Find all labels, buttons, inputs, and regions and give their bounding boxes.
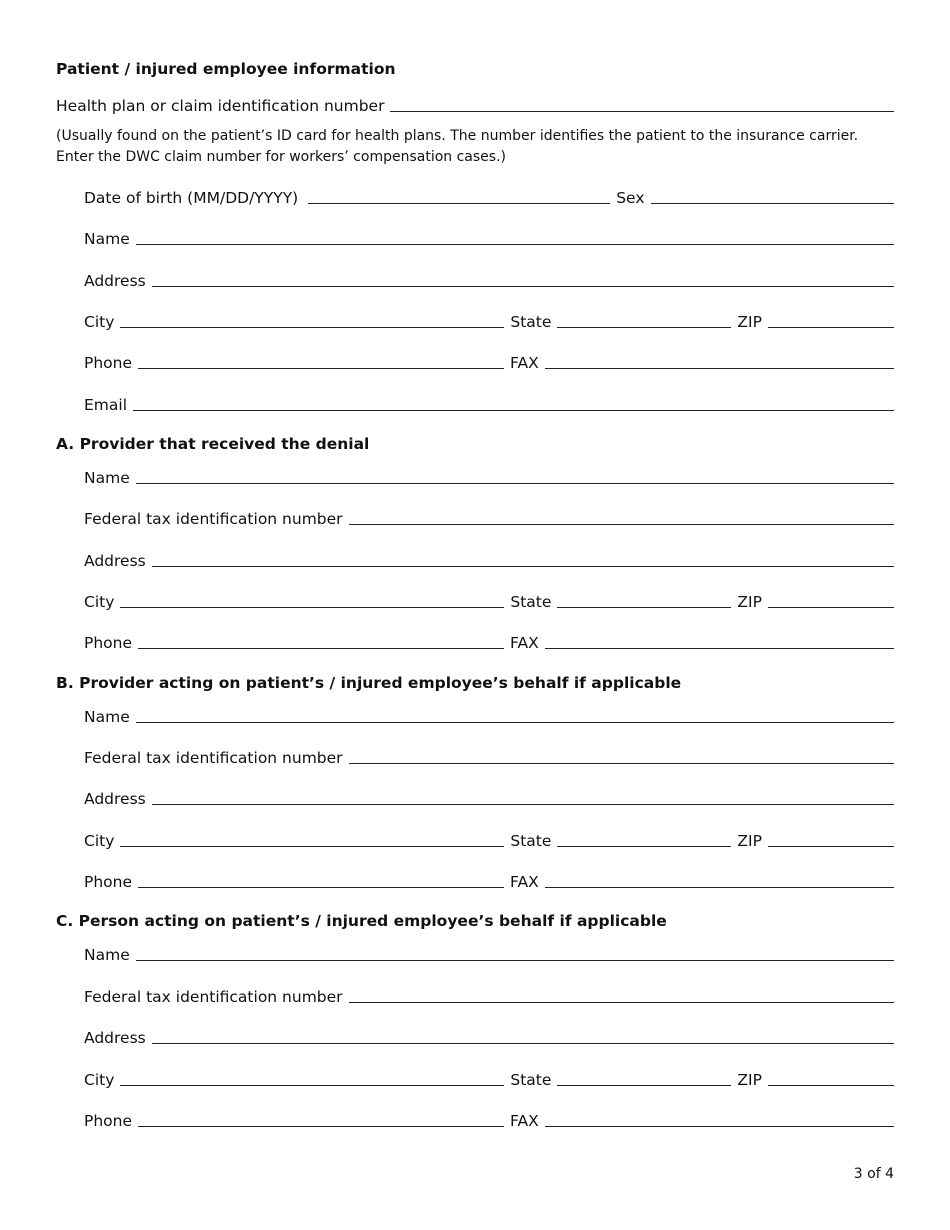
c-phone-row bbox=[84, 1109, 894, 1131]
patient-phone-row bbox=[84, 351, 894, 373]
b-address-row bbox=[84, 787, 894, 809]
b-phone-row bbox=[84, 870, 894, 892]
patient-email-label: Email bbox=[84, 396, 128, 414]
b-tax-row bbox=[84, 746, 894, 768]
section-a-title: A. Provider that received the denial bbox=[56, 435, 370, 453]
a-name-row bbox=[84, 466, 894, 488]
patient-fax-label: FAX bbox=[510, 354, 539, 372]
b-state-label: State bbox=[510, 832, 552, 850]
b-city-field[interactable] bbox=[120, 832, 504, 847]
patient-address-field[interactable] bbox=[152, 272, 894, 287]
section-c-title: C. Person acting on patient’s / injured employee’s behalf if applicable bbox=[56, 912, 667, 930]
a-city-row bbox=[84, 590, 894, 612]
a-tax-label: Federal tax identification number bbox=[84, 510, 343, 528]
claim-id-note: (Usually found on the patient’s ID card for health plans. The number identifies the patient to the insurance carrier. Enter the DWC claim number for workers’ compensation cases.) bbox=[56, 128, 859, 165]
b-tax-label: Federal tax identification number bbox=[84, 749, 343, 767]
a-name-field[interactable] bbox=[136, 469, 894, 484]
c-address-label: Address bbox=[84, 1029, 146, 1047]
a-tax-row bbox=[84, 507, 894, 529]
a-city-field[interactable] bbox=[120, 593, 504, 608]
patient-zip-label: ZIP bbox=[737, 313, 762, 331]
b-address-label: Address bbox=[84, 790, 146, 808]
sex-field[interactable] bbox=[651, 189, 895, 204]
b-fax-field[interactable] bbox=[545, 873, 894, 888]
c-name-field[interactable] bbox=[136, 946, 894, 961]
patient-name-field[interactable] bbox=[136, 230, 894, 245]
patient-zip-field[interactable] bbox=[768, 313, 894, 328]
c-state-label: State bbox=[510, 1071, 552, 1089]
sex-label: Sex bbox=[616, 189, 645, 207]
a-phone-row bbox=[84, 631, 894, 653]
a-phone-label: Phone bbox=[84, 634, 133, 652]
patient-city-field[interactable] bbox=[120, 313, 504, 328]
b-tax-field[interactable] bbox=[349, 749, 894, 764]
c-fax-field[interactable] bbox=[545, 1112, 894, 1127]
claim-id-field[interactable] bbox=[390, 97, 894, 112]
c-city-row bbox=[84, 1068, 894, 1090]
patient-section-title: Patient / injured employee information bbox=[56, 60, 396, 78]
b-zip-field[interactable] bbox=[768, 832, 894, 847]
a-address-row bbox=[84, 549, 894, 571]
b-state-field[interactable] bbox=[557, 832, 731, 847]
dob-field[interactable] bbox=[308, 189, 610, 204]
a-phone-field[interactable] bbox=[138, 634, 504, 649]
c-zip-field[interactable] bbox=[768, 1071, 894, 1086]
c-phone-label: Phone bbox=[84, 1112, 133, 1130]
patient-city-row bbox=[84, 310, 894, 332]
c-city-label: City bbox=[84, 1071, 115, 1089]
c-city-field[interactable] bbox=[120, 1071, 504, 1086]
c-name-label: Name bbox=[84, 946, 130, 964]
a-zip-label: ZIP bbox=[737, 593, 762, 611]
patient-email-row bbox=[84, 393, 894, 415]
c-tax-row bbox=[84, 985, 894, 1007]
b-city-row bbox=[84, 829, 894, 851]
a-tax-field[interactable] bbox=[349, 510, 894, 525]
section-b-title: B. Provider acting on patient’s / injured employee’s behalf if applicable bbox=[56, 674, 682, 692]
b-name-label: Name bbox=[84, 708, 130, 726]
claim-id-row bbox=[56, 94, 894, 116]
dob-label: Date of birth (MM/DD/YYYY) bbox=[84, 189, 299, 207]
c-name-row bbox=[84, 943, 894, 965]
patient-state-label: State bbox=[510, 313, 552, 331]
dob-sex-row bbox=[84, 186, 894, 208]
patient-email-field[interactable] bbox=[133, 396, 894, 411]
a-name-label: Name bbox=[84, 469, 130, 487]
b-phone-field[interactable] bbox=[138, 873, 504, 888]
patient-address-label: Address bbox=[84, 272, 146, 290]
c-address-field[interactable] bbox=[152, 1029, 894, 1044]
a-zip-field[interactable] bbox=[768, 593, 894, 608]
c-zip-label: ZIP bbox=[737, 1071, 762, 1089]
c-fax-label: FAX bbox=[510, 1112, 539, 1130]
c-state-field[interactable] bbox=[557, 1071, 731, 1086]
c-tax-label: Federal tax identification number bbox=[84, 988, 343, 1006]
claim-id-label: Health plan or claim identification number bbox=[56, 97, 385, 115]
patient-city-label: City bbox=[84, 313, 115, 331]
c-address-row bbox=[84, 1026, 894, 1048]
patient-name-label: Name bbox=[84, 230, 130, 248]
a-state-field[interactable] bbox=[557, 593, 731, 608]
patient-state-field[interactable] bbox=[557, 313, 731, 328]
c-tax-field[interactable] bbox=[349, 988, 894, 1003]
patient-fax-field[interactable] bbox=[545, 354, 894, 369]
a-fax-label: FAX bbox=[510, 634, 539, 652]
a-address-field[interactable] bbox=[152, 552, 894, 567]
a-address-label: Address bbox=[84, 552, 146, 570]
a-city-label: City bbox=[84, 593, 115, 611]
b-name-field[interactable] bbox=[136, 708, 894, 723]
b-name-row bbox=[84, 705, 894, 727]
b-phone-label: Phone bbox=[84, 873, 133, 891]
patient-name-row bbox=[84, 227, 894, 249]
b-city-label: City bbox=[84, 832, 115, 850]
patient-phone-field[interactable] bbox=[138, 354, 504, 369]
patient-address-row bbox=[84, 269, 894, 291]
b-zip-label: ZIP bbox=[737, 832, 762, 850]
page-number: 3 of 4 bbox=[853, 1166, 894, 1182]
b-fax-label: FAX bbox=[510, 873, 539, 891]
c-phone-field[interactable] bbox=[138, 1112, 504, 1127]
a-fax-field[interactable] bbox=[545, 634, 894, 649]
b-address-field[interactable] bbox=[152, 790, 894, 805]
a-state-label: State bbox=[510, 593, 552, 611]
patient-phone-label: Phone bbox=[84, 354, 133, 372]
